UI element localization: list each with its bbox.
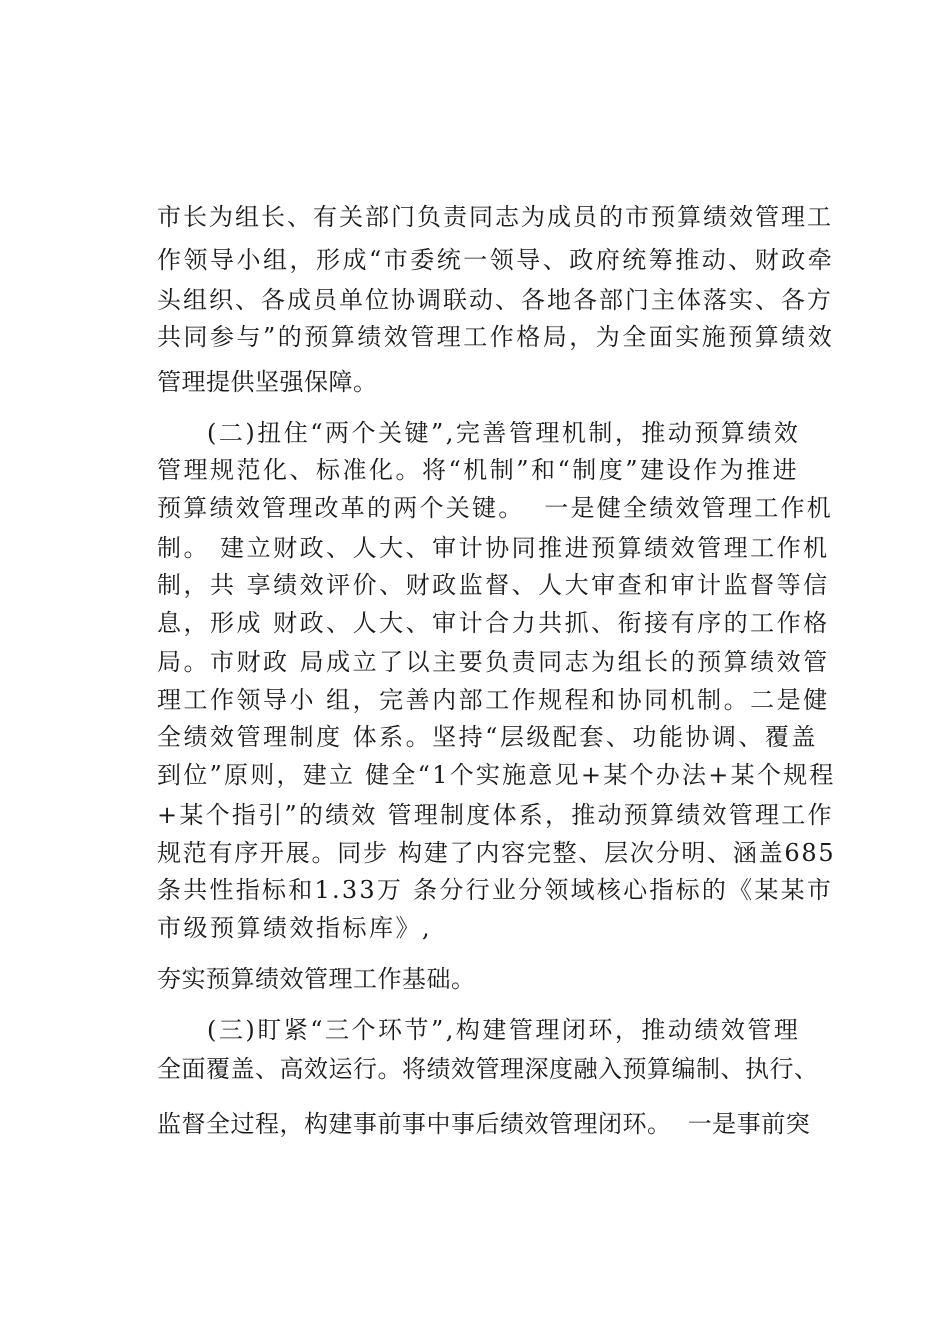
text-line: 作领导小组，形成“市委统一领导、政府统筹推动、财政牵 — [157, 246, 835, 274]
text-line: 息，形成 财政、人大、审计合力共抓、衔接有序的工作格 — [157, 609, 830, 637]
text-line: 共同参与”的预算绩效管理工作格局，为全面实施预算绩效 — [157, 323, 835, 351]
text-line: 制。 建立财政、人大、审计协同推进预算绩效管理工作机 — [157, 534, 830, 562]
text-line: 全绩效管理制度 体系。坚持“层级配套、功能协调、覆盖 — [157, 723, 818, 751]
text-line: 夯实预算绩效管理工作基础。 — [157, 965, 476, 993]
text-line: 市级预算绩效指标库》, — [157, 914, 433, 942]
text-line: 规范有序开展。同步 构建了内容完整、层次分明、涵盖685 — [157, 839, 836, 867]
text-line: 条共性指标和1.33万 条分行业分领域核心指标的《某某市 — [157, 876, 834, 904]
text-line: 理工作领导小 组，完善内部工作规程和协同机制。二是健 — [157, 686, 830, 714]
text-line: 管理提供坚强保障。 — [157, 368, 378, 396]
text-line: 制，共 享绩效评价、财政监督、人大审查和审计监督等信 — [157, 571, 830, 599]
text-line: 局。市财政 局成立了以主要负责同志为组长的预算绩效管 — [157, 648, 830, 676]
text-line: 管理规范化、标准化。将“机制”和“制度”建设作为推进 — [157, 456, 800, 484]
paragraph-heading-line: (三)盯紧“三个环节”,构建管理闭环，推动绩效管理 — [207, 1016, 801, 1044]
text-line: 监督全过程，构建事前事中事后绩效管理闭环。 一是事前突 — [157, 1110, 811, 1138]
text-line: 市长为组长、有关部门负责同志为成员的市预算绩效管理工 — [157, 203, 833, 231]
text-line: +某个指引”的绩效 管理制度体系，推动预算绩效管理工作 — [157, 801, 834, 829]
text-line: 到位”原则，建立 健全“1个实施意见+某个办法+某个规程 — [157, 761, 836, 789]
text-line: 全面覆盖、高效运行。将绩效管理深度融入预算编制、执行、 — [157, 1055, 819, 1083]
paragraph-heading-line: (二)扭住“两个关键”,完善管理机制，推动预算绩效 — [207, 419, 801, 447]
text-line: 头组织、各成员单位协调联动、各地各部门主体落实、各方 — [157, 286, 833, 314]
text-line: 预算绩效管理改革的两个关键。 一是健全绩效管理工作机 — [157, 494, 834, 522]
